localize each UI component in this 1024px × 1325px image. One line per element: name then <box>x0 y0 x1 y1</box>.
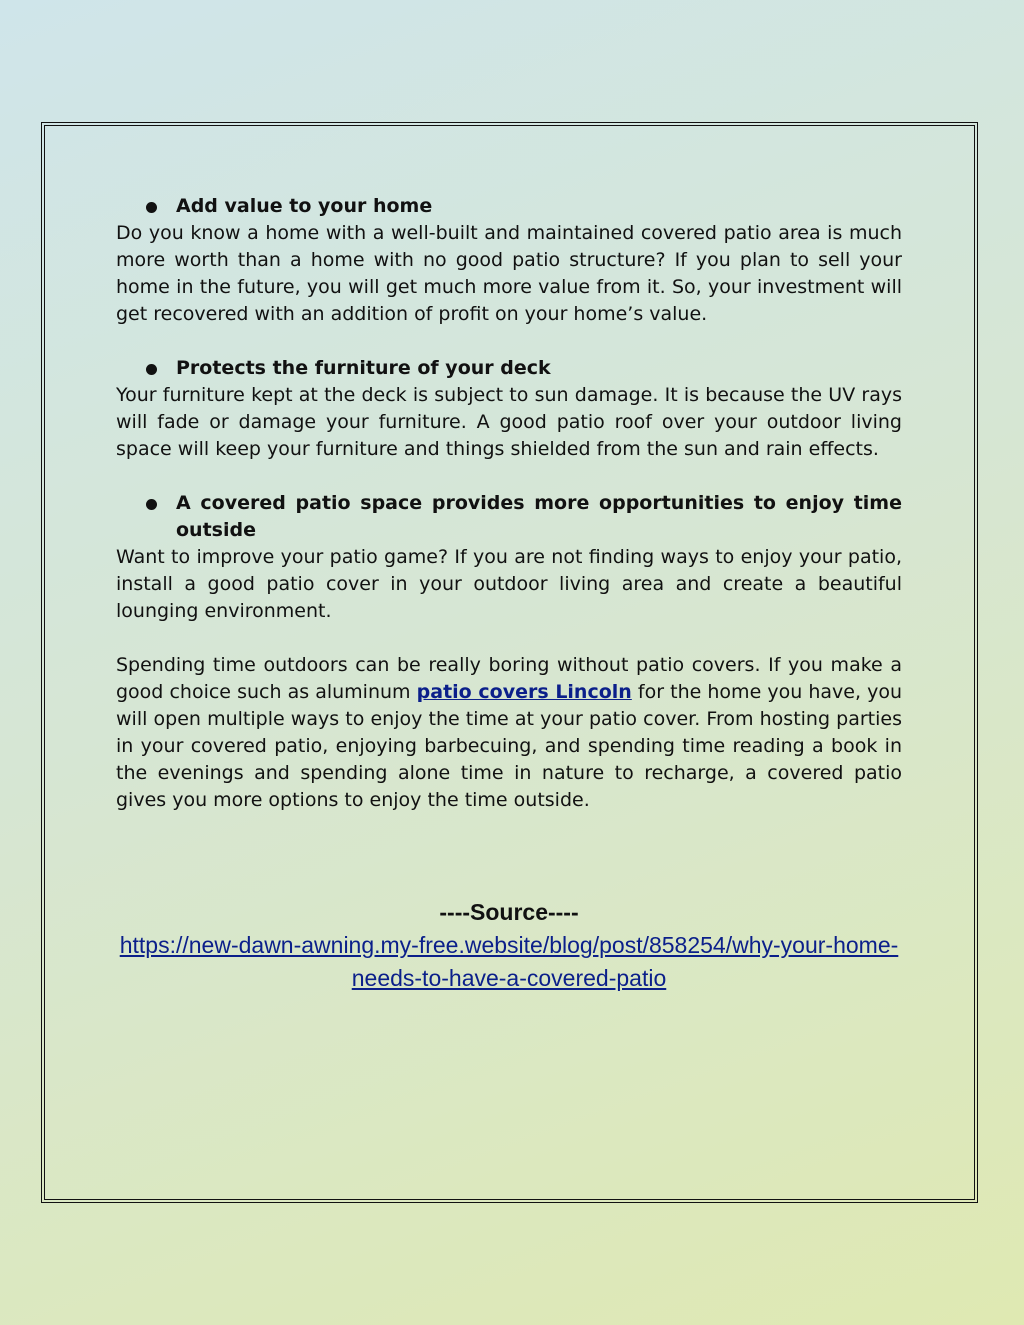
bullet-icon <box>146 499 157 510</box>
source-url-link[interactable]: https://new-dawn-awning.my-free.website/blog/post/858254/why-your-home-needs-to-have-a-covered-patio <box>119 932 899 991</box>
section-heading <box>116 490 902 544</box>
section-heading-text: Add value to your home <box>176 195 433 217</box>
section-paragraph: Your furniture kept at the deck is subject to sun damage. It is because the UV rays will fade or damage your furniture. A good patio roof over your outdoor living space will keep your furniture and things shielded from the sun and rain effects. <box>116 384 902 460</box>
source-block <box>116 896 902 995</box>
section-heading <box>116 355 902 382</box>
section-heading-text: Protects the furniture of your deck <box>176 357 551 379</box>
closing-text-before-link: Spending time outdoors can be really boring without patio covers. If you make a good choice such as aluminum <box>116 654 902 703</box>
section-heading-text: A covered patio space provides more opportunities to enjoy time outside <box>176 492 902 541</box>
bullet-icon <box>146 202 157 213</box>
section-paragraph: Do you know a home with a well-built and maintained covered patio area is much more worth than a home with no good patio structure? If you plan to sell your home in the future, you will get much more value from it. So, your investment will get recovered with an addition of profit on your home’s value. <box>116 222 902 325</box>
article-body <box>116 193 902 814</box>
section-paragraph: Want to improve your patio game? If you are not finding ways to enjoy your patio, install a good patio cover in your outdoor living area and create a beautiful lounging environment. <box>116 546 902 622</box>
closing-text-after-link: for the home you have, you will open multiple ways to enjoy the time at your patio cover. From hosting parties in your covered patio, enjoying barbecuing, and spending time reading a book in the evenings and spending alone time in nature to recharge, a covered patio gives you more options to enjoy the time outside. <box>116 681 902 811</box>
source-title: ----Source---- <box>439 899 579 925</box>
patio-covers-lincoln-link[interactable]: patio covers Lincoln <box>416 681 632 703</box>
bullet-icon <box>146 364 157 375</box>
section-heading <box>116 193 902 220</box>
closing-paragraph <box>116 652 902 814</box>
